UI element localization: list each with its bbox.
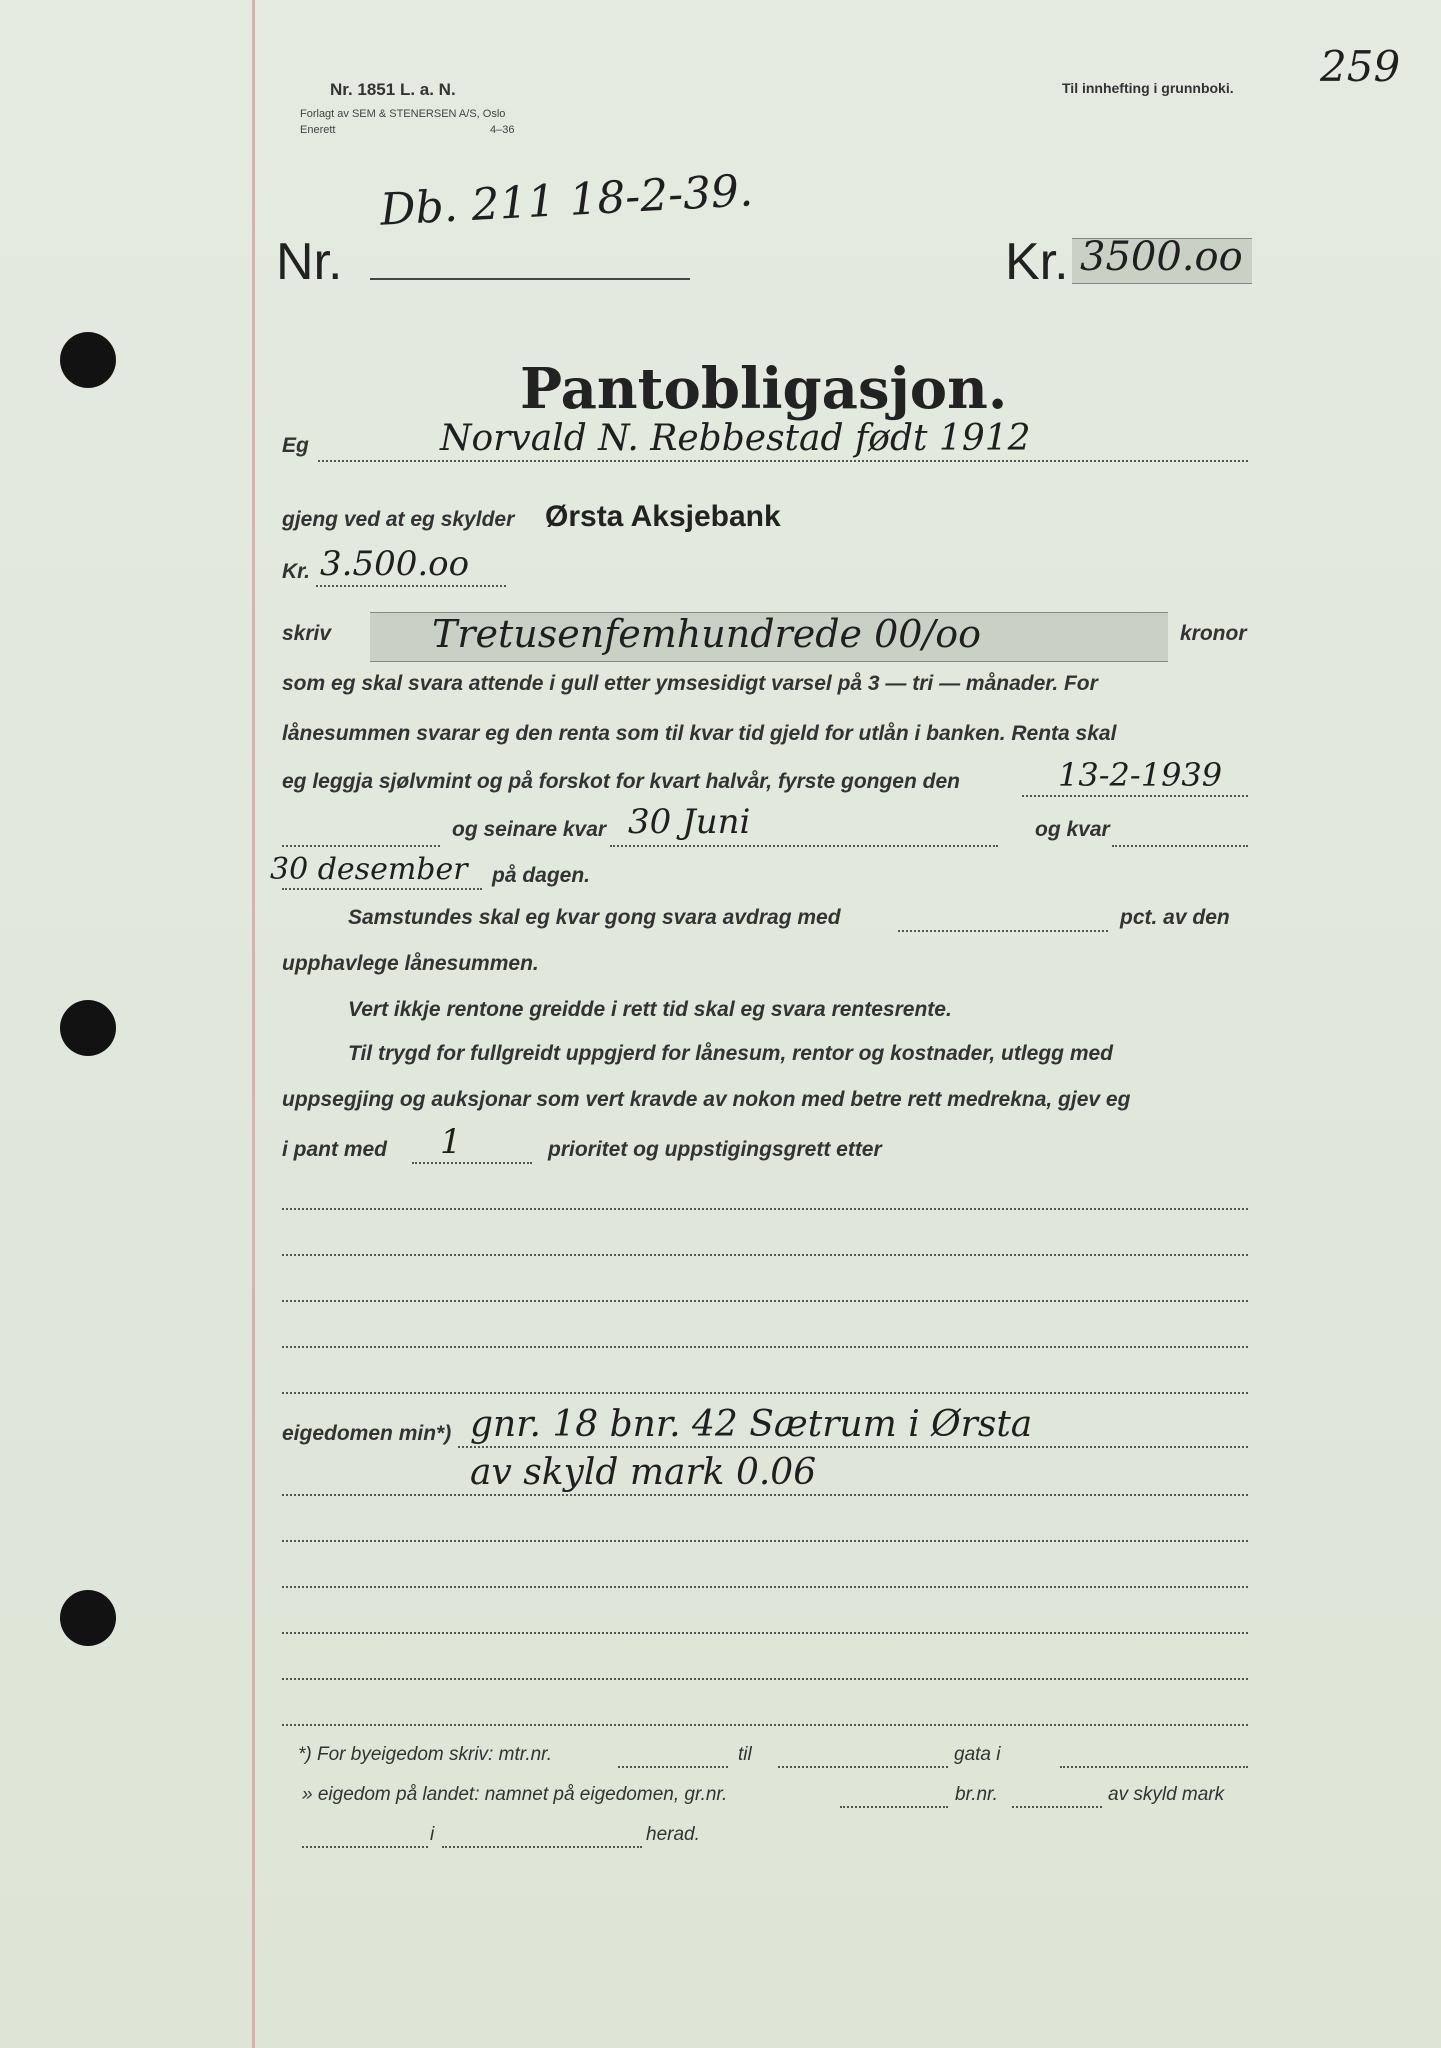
blank-dotline bbox=[282, 1632, 1248, 1634]
footnote-line-2: » eigedom på landet: namnet på eigedomen, gr.nr. bbox=[302, 1784, 728, 1805]
second-date: 30 desember bbox=[270, 852, 468, 887]
footnote-line-1: *) For byeigedom skriv: mtr.nr. bbox=[298, 1744, 553, 1765]
publisher-line: Forlagt av SEM & STENERSEN A/S, Oslo bbox=[300, 108, 506, 120]
amount-kr-label: Kr. bbox=[282, 560, 311, 583]
amount-dotline bbox=[316, 585, 506, 587]
property-dotline bbox=[458, 1446, 1248, 1448]
first-date-dotline bbox=[1022, 795, 1248, 797]
punch-hole bbox=[60, 1000, 116, 1056]
binding-note: Til innhefting i grunnboki. bbox=[1062, 80, 1234, 96]
publisher-date: 4–36 bbox=[490, 124, 515, 136]
first-date: 13-2-1939 bbox=[1058, 756, 1223, 794]
creditor-name: Ørsta Aksjebank bbox=[545, 500, 781, 533]
pa-dagen: på dagen. bbox=[492, 864, 591, 887]
property-line-1: gnr. 18 bnr. 42 Sætrum i Ørsta bbox=[470, 1404, 1033, 1445]
kronor-label: kronor bbox=[1180, 622, 1247, 645]
body-line-3: eg leggja sjølvmint og på forskot for kvart halvår, fyrste gongen den bbox=[282, 770, 960, 793]
footnote-dotline bbox=[442, 1846, 642, 1848]
blank-dotline bbox=[282, 1300, 1248, 1302]
trygd-line-3: i pant med bbox=[282, 1138, 388, 1161]
footnote-dotline bbox=[840, 1806, 948, 1808]
blank-dotline bbox=[282, 1586, 1248, 1588]
prior-dotline bbox=[412, 1162, 532, 1164]
seinare-dotline bbox=[610, 845, 998, 847]
footnote-dotline bbox=[302, 1846, 428, 1848]
samst-line-2: upphavlege lånesummen. bbox=[282, 952, 539, 975]
property-label: eigedomen min*) bbox=[282, 1422, 452, 1445]
property-dotline-2 bbox=[282, 1494, 1248, 1496]
eg-dotline bbox=[318, 460, 1248, 462]
footnote-skyld: av skyld mark bbox=[1108, 1784, 1225, 1805]
kr-label: Kr. bbox=[1005, 233, 1069, 291]
eg-label: Eg bbox=[282, 434, 309, 457]
samst-line: Samstundes skal eg kvar gong svara avdrag med bbox=[348, 906, 841, 929]
dotline bbox=[282, 845, 440, 847]
nr-label: Nr. bbox=[276, 233, 343, 291]
blank-dotline bbox=[282, 1208, 1248, 1210]
amount-words: Tretusenfemhundrede 00/oo bbox=[432, 612, 981, 656]
property-line-2: av skyld mark 0.06 bbox=[470, 1452, 817, 1493]
blank-dotline bbox=[282, 1724, 1248, 1726]
gjeng-label: gjeng ved at eg skylder bbox=[282, 508, 515, 531]
body-line-1: som eg skal svara attende i gull etter ymsesidigt varsel på 3 — tri — månader. For bbox=[282, 672, 1098, 695]
publisher-enerett: Enerett bbox=[300, 124, 336, 136]
footnote-dotline bbox=[778, 1766, 948, 1768]
samst-dotline bbox=[898, 930, 1108, 932]
trygd-line-1: Til trygd for fullgreidt uppgjerd for lånesum, rentor og kostnader, utlegg med bbox=[348, 1042, 1114, 1065]
margin-line bbox=[252, 0, 255, 2048]
seinare-date: 30 Juni bbox=[628, 802, 751, 842]
punch-hole bbox=[60, 1590, 116, 1646]
nr-value: Db. 211 18-2-39. bbox=[378, 165, 755, 236]
dotline bbox=[1112, 845, 1248, 847]
form-number: Nr. 1851 L. a. N. bbox=[330, 80, 456, 99]
blank-dotline bbox=[282, 1392, 1248, 1394]
footnote-dotline bbox=[1012, 1806, 1102, 1808]
footnote-til: til bbox=[738, 1744, 752, 1765]
footnote-dotline bbox=[618, 1766, 728, 1768]
body-line-2: lånesummen svarar eg den renta som til kvar tid gjeld for utlån i banken. Renta skal bbox=[282, 722, 1117, 745]
dag-dotline bbox=[282, 888, 482, 890]
amount-value: 3.500.oo bbox=[320, 544, 470, 584]
punch-hole bbox=[60, 332, 116, 388]
footnote-i: i bbox=[430, 1824, 435, 1845]
og-kvar-label: og kvar bbox=[1035, 818, 1110, 841]
kr-amount: 3500.oo bbox=[1080, 234, 1243, 280]
footnote-gata: gata i bbox=[954, 1744, 1001, 1765]
nr-underline bbox=[370, 278, 690, 280]
footnote-dotline bbox=[1060, 1766, 1248, 1768]
skriv-label: skriv bbox=[282, 622, 332, 645]
footnote-brnr: br.nr. bbox=[955, 1784, 998, 1805]
blank-dotline bbox=[282, 1254, 1248, 1256]
debtor-name: Norvald N. Rebbestad født 1912 bbox=[440, 418, 1031, 459]
footnote-herad: herad. bbox=[646, 1824, 700, 1845]
blank-dotline bbox=[282, 1346, 1248, 1348]
blank-dotline bbox=[282, 1678, 1248, 1680]
vert-line: Vert ikkje rentone greidde i rett tid skal eg svara rentesrente. bbox=[348, 998, 952, 1021]
blank-dotline bbox=[282, 1540, 1248, 1542]
samst-line-end: pct. av den bbox=[1120, 906, 1230, 929]
trygd-line-2: uppsegjing og auksjonar som vert kravde av nokon med betre rett medrekna, gjev eg bbox=[282, 1088, 1131, 1111]
page-title: Pantobligasjon. bbox=[520, 356, 1008, 422]
priority-value: 1 bbox=[440, 1122, 462, 1162]
trygd-line-3b: prioritet og uppstigingsgrett etter bbox=[548, 1138, 882, 1161]
page-number: 259 bbox=[1320, 42, 1401, 91]
seinare-label: og seinare kvar bbox=[452, 818, 607, 841]
